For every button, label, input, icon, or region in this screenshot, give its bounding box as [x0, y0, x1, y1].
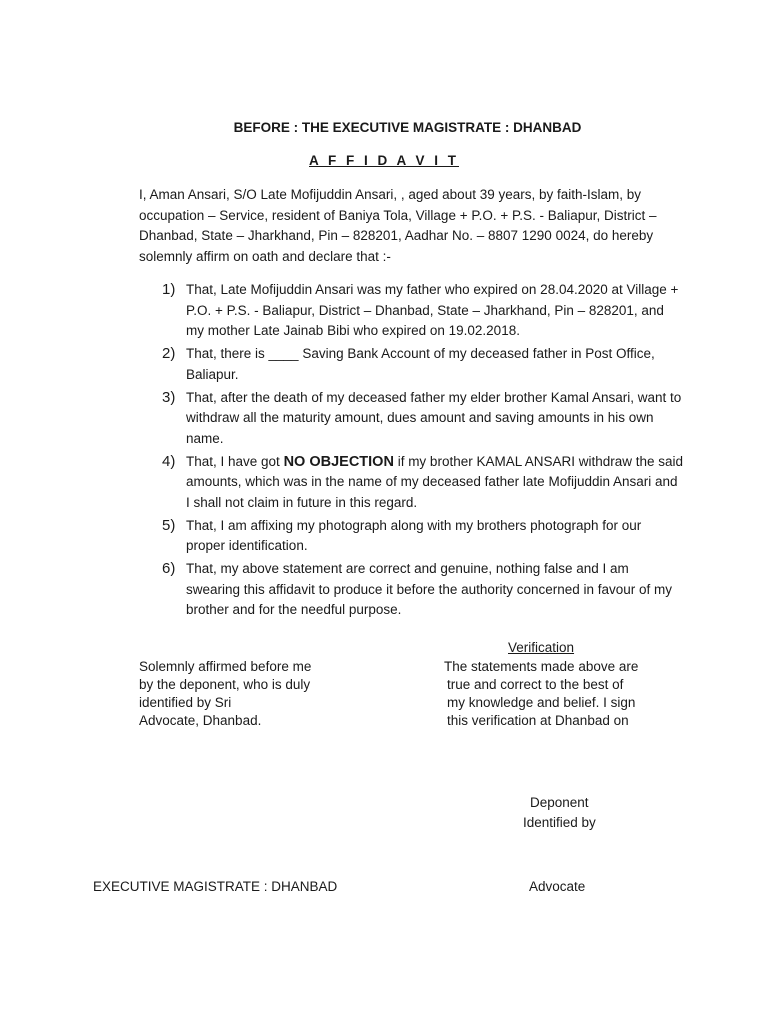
declaration-text-before: That, I have got — [186, 453, 284, 469]
document-title: A F F I D A V I T — [309, 153, 459, 168]
declaration-item — [139, 280, 684, 342]
declaration-number: 3) — [162, 388, 176, 406]
solemn-line: identified by Sri — [139, 695, 232, 710]
verification-line: true and correct to the best of — [447, 677, 624, 692]
verification-line: my knowledge and belief. I sign — [447, 695, 636, 710]
intro-paragraph: I, Aman Ansari, S/O Late Mofijuddin Ansari, , aged about 39 years, by faith-Islam, by occupation – Service, resident of Baniya Tola, Village + P.O. + P.S. - Baliapur, District – Dhanbad, State – Jharkhand, Pin – 828201, Aadhar No. – 8807 1290 0024, do hereby solemnly affirm on oath and declare that :- — [139, 187, 657, 264]
declaration-item — [139, 452, 684, 514]
declaration-number: 6) — [162, 560, 176, 577]
magistrate-signature-label: EXECUTIVE MAGISTRATE : DHANBAD — [93, 879, 338, 894]
solemn-affirmation-block — [139, 658, 379, 730]
solemn-line: by the deponent, who is duly — [139, 677, 311, 692]
declaration-text: That, there is ____ Saving Bank Account of my deceased father in Post Office, Baliapur. — [186, 346, 655, 382]
solemn-line: Advocate, Dhanbad. — [139, 713, 262, 728]
verification-line: this verification at Dhanbad on — [447, 713, 629, 728]
advocate-signature-label: Advocate — [529, 879, 586, 894]
document-heading: BEFORE : THE EXECUTIVE MAGISTRATE : DHANBAD — [233, 120, 582, 135]
verification-line: The statements made above are — [444, 659, 639, 674]
declaration-item — [139, 516, 684, 557]
deponent-label: Deponent — [530, 795, 589, 810]
declaration-text: That, I am affixing my photograph along with my brothers photograph for our proper identification. — [186, 517, 642, 553]
declaration-text-after: if my brother KAMAL ANSARI withdraw the said amounts, which was in the name of my deceased father late Mofijuddin Ansari and I shall not claim in future in this regard. — [186, 453, 684, 510]
declaration-number: 5) — [162, 516, 176, 534]
declaration-number: 4) — [162, 452, 176, 470]
declaration-number: 1) — [162, 281, 176, 298]
declaration-item — [139, 344, 684, 385]
declaration-text: That, my above statement are correct and genuine, nothing false and I am swearing this affidavit to produce it before the authority concerned in favour of my brother and for the needful purpose. — [186, 561, 673, 617]
solemn-line: Solemnly affirmed before me — [139, 659, 312, 674]
no-objection-text: NO OBJECTION — [283, 453, 394, 470]
declaration-item — [139, 388, 684, 450]
declaration-number: 2) — [162, 345, 176, 362]
identified-by-label: Identified by — [523, 815, 596, 830]
declaration-item — [139, 559, 684, 621]
declaration-text: That, Late Mofijuddin Ansari was my father who expired on 28.04.2020 at Village + P.O. + P.S. - Baliapur, District – Dhanbad, State – Jharkhand, Pin – 828201, and my mother Late Jainab Bibi who expired on 19.02.2018. — [186, 282, 679, 338]
verification-block — [444, 658, 684, 730]
declaration-list — [139, 280, 684, 623]
declaration-text: That, after the death of my deceased father my elder brother Kamal Ansari, want to withdraw all the maturity amount, dues amount and saving amounts in his own name. — [186, 389, 682, 446]
verification-title: Verification — [508, 640, 575, 655]
